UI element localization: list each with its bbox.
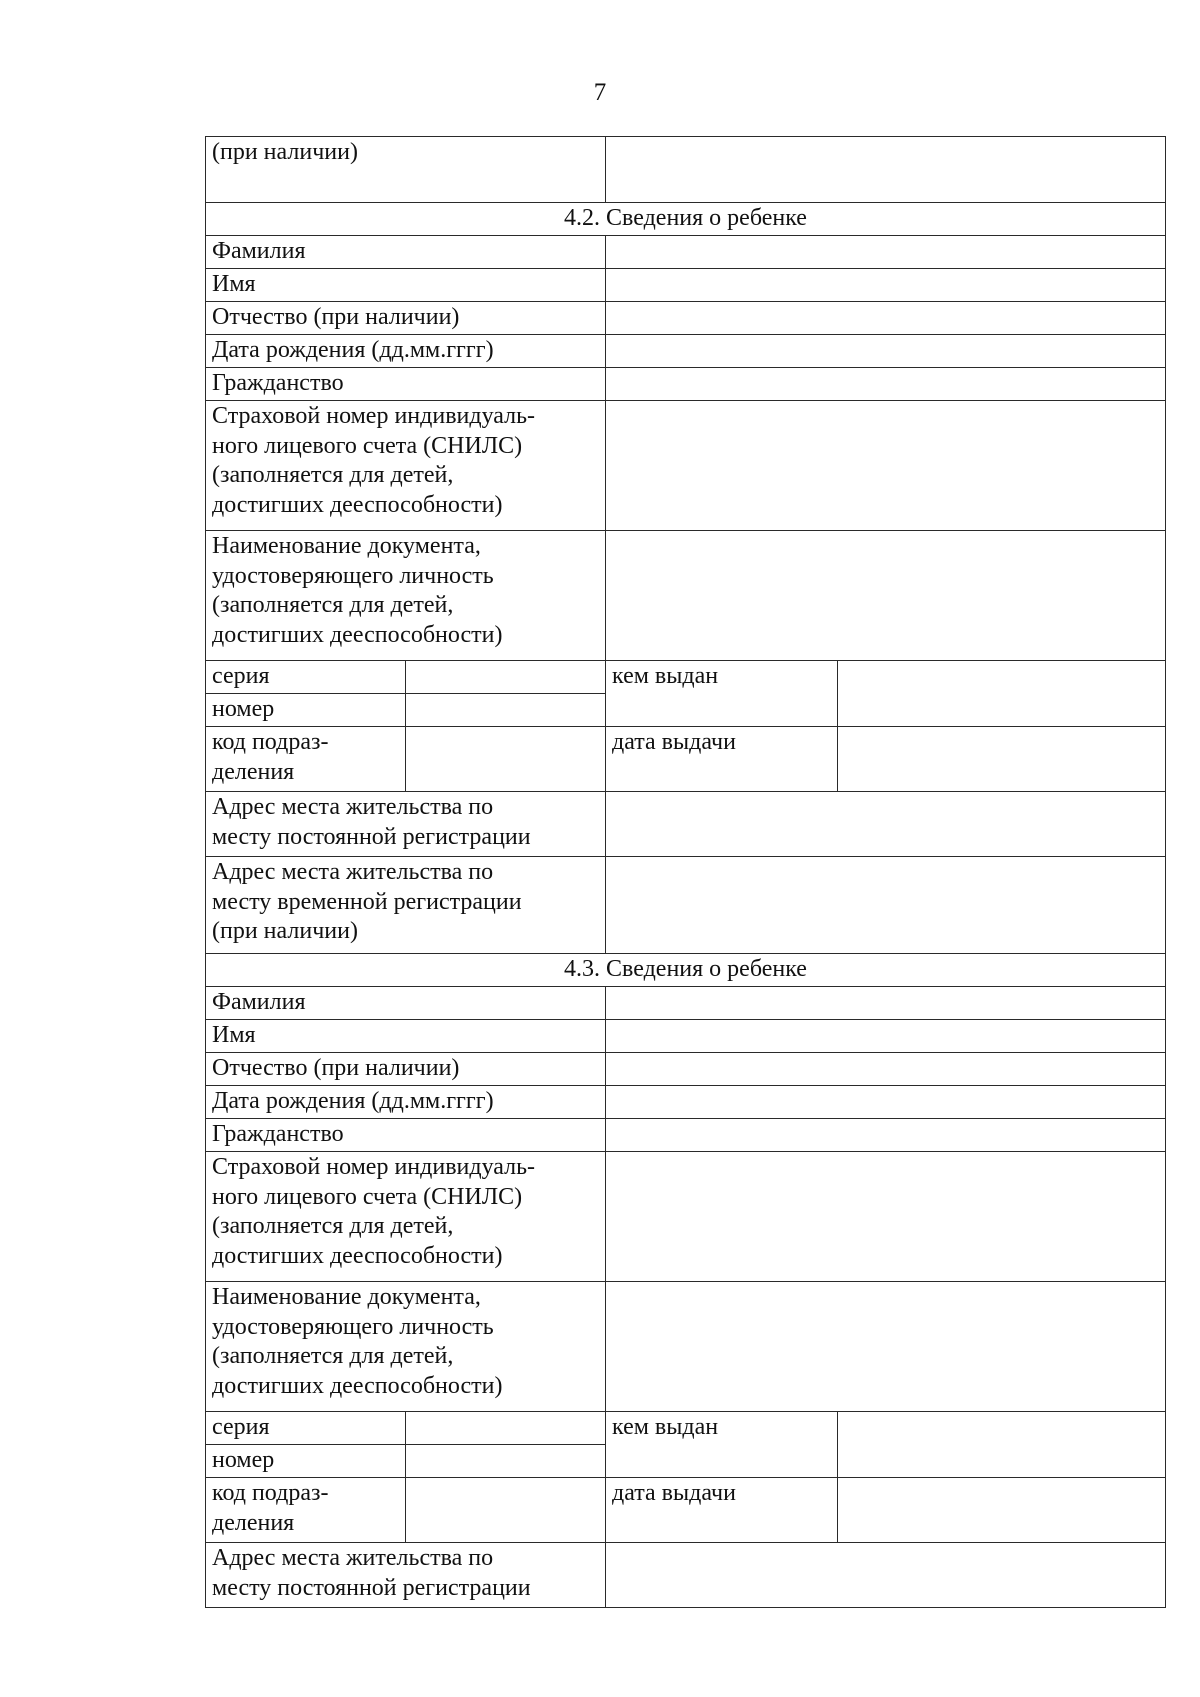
dept-code-field[interactable] bbox=[406, 1478, 606, 1543]
row-label bbox=[206, 1478, 406, 1543]
number-field[interactable] bbox=[406, 1445, 606, 1478]
label-line: достигших дееспособности) bbox=[212, 1372, 503, 1399]
patronymic-field[interactable] bbox=[606, 302, 1166, 335]
label-line: удостоверяющего личность bbox=[212, 562, 494, 589]
snils-field[interactable] bbox=[606, 1152, 1166, 1282]
value-field[interactable] bbox=[606, 137, 1166, 203]
issue-date-field[interactable] bbox=[838, 727, 1166, 792]
name-field[interactable] bbox=[606, 269, 1166, 302]
row-label: Имя bbox=[206, 269, 606, 302]
surname-field[interactable] bbox=[606, 987, 1166, 1020]
issued-by-field[interactable] bbox=[838, 661, 1166, 727]
snils-field[interactable] bbox=[606, 401, 1166, 531]
row-label: Дата рождения (дд.мм.гггг) bbox=[206, 1086, 606, 1119]
label-line: (при наличии) bbox=[212, 918, 358, 944]
row-label: дата выдачи bbox=[606, 727, 838, 792]
form-row-snils bbox=[206, 1152, 1166, 1282]
citizenship-field[interactable] bbox=[606, 1119, 1166, 1152]
row-label bbox=[206, 857, 606, 954]
row-label: номер bbox=[206, 694, 406, 727]
label-line: Наименование документа, bbox=[212, 533, 481, 559]
row-label bbox=[206, 1543, 606, 1608]
row-label bbox=[206, 401, 606, 531]
section-header-row bbox=[206, 954, 1166, 987]
form-row-citizenship bbox=[206, 368, 1166, 401]
birth-date-field[interactable] bbox=[606, 1086, 1166, 1119]
form-row-name bbox=[206, 1020, 1166, 1053]
form-row-temporary-address bbox=[206, 857, 1166, 954]
birth-date-field[interactable] bbox=[606, 335, 1166, 368]
row-label: серия bbox=[206, 661, 406, 694]
row-label: Фамилия bbox=[206, 987, 606, 1020]
row-label: кем выдан bbox=[606, 661, 838, 727]
permanent-address-field[interactable] bbox=[606, 1543, 1166, 1608]
form-row-snils bbox=[206, 401, 1166, 531]
label-line: Наименование документа, bbox=[212, 1284, 481, 1310]
form-row-continuation bbox=[206, 137, 1166, 203]
form-row-series bbox=[206, 661, 1166, 694]
child-info-form bbox=[205, 136, 1166, 1608]
form-row-id-document bbox=[206, 1282, 1166, 1412]
label-line: деления bbox=[212, 758, 295, 785]
form-row-permanent-address bbox=[206, 1543, 1166, 1608]
label-line: Адрес места жительства по bbox=[212, 1545, 494, 1571]
form-row-id-document bbox=[206, 531, 1166, 661]
label-line: Страховой номер индивидуаль- bbox=[212, 1154, 536, 1180]
row-label: Фамилия bbox=[206, 236, 606, 269]
series-field[interactable] bbox=[406, 1412, 606, 1445]
form-row-birth-date bbox=[206, 1086, 1166, 1119]
label-line: месту постоянной регистрации bbox=[212, 1574, 531, 1601]
label-line: ного лицевого счета (СНИЛС) bbox=[212, 1183, 523, 1210]
label-line: (заполняется для детей, bbox=[212, 592, 454, 618]
label-line: (заполняется для детей, bbox=[212, 1343, 454, 1369]
number-field[interactable] bbox=[406, 694, 606, 727]
row-label: Гражданство bbox=[206, 1119, 606, 1152]
label-line: ного лицевого счета (СНИЛС) bbox=[212, 432, 523, 459]
form-row-surname bbox=[206, 236, 1166, 269]
surname-field[interactable] bbox=[606, 236, 1166, 269]
temporary-address-field[interactable] bbox=[606, 857, 1166, 954]
dept-code-field[interactable] bbox=[406, 727, 606, 792]
form-row-citizenship bbox=[206, 1119, 1166, 1152]
row-label bbox=[206, 727, 406, 792]
section-title: 4.2. Сведения о ребенке bbox=[206, 203, 1166, 236]
label-line: месту временной регистрации bbox=[212, 888, 522, 915]
label-line: достигших дееспособности) bbox=[212, 621, 503, 648]
form-row-surname bbox=[206, 987, 1166, 1020]
row-label: Дата рождения (дд.мм.гггг) bbox=[206, 335, 606, 368]
section-header-row bbox=[206, 203, 1166, 236]
form-row-patronymic bbox=[206, 302, 1166, 335]
citizenship-field[interactable] bbox=[606, 368, 1166, 401]
label-line: код подраз- bbox=[212, 1480, 329, 1506]
issue-date-field[interactable] bbox=[838, 1478, 1166, 1543]
row-label: (при наличии) bbox=[206, 137, 606, 203]
form-row-patronymic bbox=[206, 1053, 1166, 1086]
issued-by-field[interactable] bbox=[838, 1412, 1166, 1478]
label-line: Страховой номер индивидуаль- bbox=[212, 403, 536, 429]
row-label: Отчество (при наличии) bbox=[206, 302, 606, 335]
form-row-birth-date bbox=[206, 335, 1166, 368]
name-field[interactable] bbox=[606, 1020, 1166, 1053]
label-line: Адрес места жительства по bbox=[212, 794, 494, 820]
label-line: месту постоянной регистрации bbox=[212, 823, 531, 850]
label-line: деления bbox=[212, 1509, 295, 1536]
label-line: (заполняется для детей, bbox=[212, 1213, 454, 1239]
form-row-permanent-address bbox=[206, 792, 1166, 857]
section-title: 4.3. Сведения о ребенке bbox=[206, 954, 1166, 987]
row-label bbox=[206, 531, 606, 661]
permanent-address-field[interactable] bbox=[606, 792, 1166, 857]
form-row-series bbox=[206, 1412, 1166, 1445]
form-row-name bbox=[206, 269, 1166, 302]
series-field[interactable] bbox=[406, 661, 606, 694]
row-label: Гражданство bbox=[206, 368, 606, 401]
row-label: Отчество (при наличии) bbox=[206, 1053, 606, 1086]
row-label: номер bbox=[206, 1445, 406, 1478]
id-document-field[interactable] bbox=[606, 1282, 1166, 1412]
label-line: достигших дееспособности) bbox=[212, 491, 503, 518]
page-number: 7 bbox=[593, 79, 607, 106]
label-line: Адрес места жительства по bbox=[212, 859, 494, 885]
row-label bbox=[206, 792, 606, 857]
row-label: Имя bbox=[206, 1020, 606, 1053]
label-line: удостоверяющего личность bbox=[212, 1313, 494, 1340]
form-row-dept-code bbox=[206, 727, 1166, 792]
id-document-field[interactable] bbox=[606, 531, 1166, 661]
label-line: (заполняется для детей, bbox=[212, 462, 454, 488]
row-label: дата выдачи bbox=[606, 1478, 838, 1543]
patronymic-field[interactable] bbox=[606, 1053, 1166, 1086]
row-label: кем выдан bbox=[606, 1412, 838, 1478]
row-label bbox=[206, 1282, 606, 1412]
row-label: серия bbox=[206, 1412, 406, 1445]
form-row-dept-code bbox=[206, 1478, 1166, 1543]
label-line: код подраз- bbox=[212, 729, 329, 755]
label-line: достигших дееспособности) bbox=[212, 1242, 503, 1269]
row-label bbox=[206, 1152, 606, 1282]
